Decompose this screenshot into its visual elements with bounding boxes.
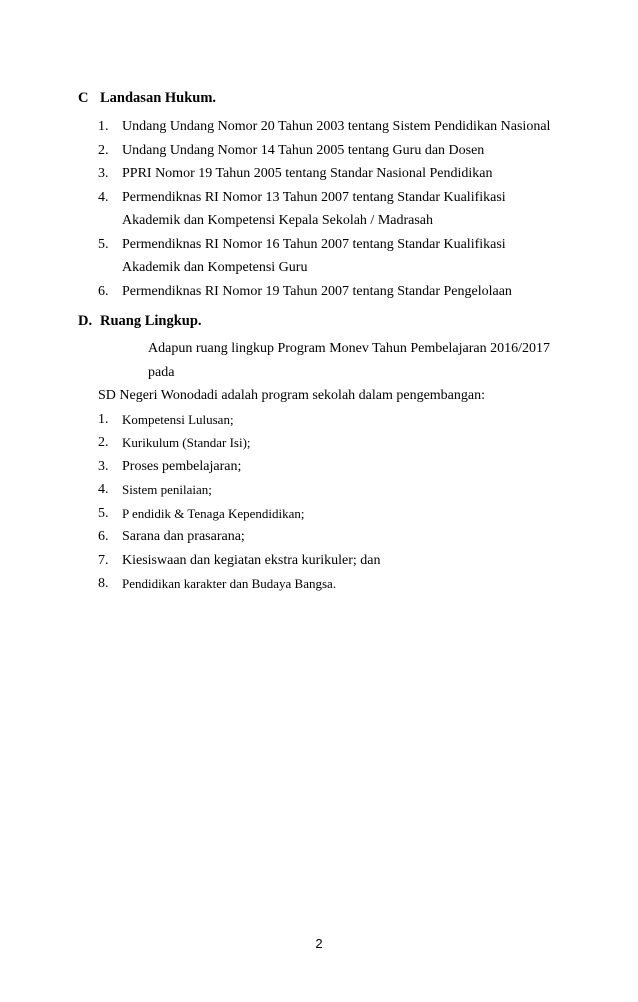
list-item-text: Undang Undang Nomor 20 Tahun 2003 tentang Sistem Pendidikan Nasional — [122, 119, 551, 134]
list-item-text: Undang Undang Nomor 14 Tahun 2005 tentang Guru dan Dosen — [122, 142, 485, 158]
list-item-number: 1. — [98, 411, 109, 427]
list-item — [78, 572, 578, 596]
list-item — [78, 549, 578, 573]
list-item-number: 5. — [98, 236, 109, 252]
list-item — [78, 139, 578, 163]
section-letter: D. — [78, 313, 93, 329]
scope-list — [78, 408, 578, 596]
list-item-text: Sistem penilaian; — [122, 482, 212, 497]
list-item — [78, 502, 578, 526]
section-title: Landasan Hukum. — [100, 90, 217, 106]
list-item-text: Proses pembelajaran; — [122, 458, 242, 474]
list-item — [78, 408, 578, 432]
list-item — [78, 280, 578, 304]
list-item-number: 3. — [98, 166, 109, 181]
scope-paragraph — [98, 337, 558, 408]
list-item-text: Kurikulum (Standar Isi); — [122, 435, 251, 450]
paragraph-line: SD Negeri Wonodadi adalah program sekolah dalam pengembangan: — [98, 388, 485, 403]
list-item — [78, 186, 578, 233]
paragraph-line: Adapun ruang lingkup Program Monev Tahun Pembelajaran 2016/2017 pada — [148, 341, 550, 380]
list-item-number: 2. — [98, 435, 109, 450]
list-item-text: PPRI Nomor 19 Tahun 2005 tentang Standar Nasional Pendidikan — [122, 166, 493, 181]
section-heading — [78, 313, 578, 335]
section-ruang-lingkup — [78, 313, 578, 596]
list-item-number: 1. — [98, 119, 109, 134]
list-item-number: 4. — [98, 482, 109, 497]
list-item-number: 7. — [98, 552, 109, 568]
page-number: 2 — [315, 936, 323, 951]
list-item — [78, 455, 578, 479]
list-item — [78, 478, 578, 502]
list-item-text: P endidik & Tenaga Kependidikan; — [122, 505, 305, 521]
list-item-number: 8. — [98, 576, 109, 591]
list-item — [78, 525, 578, 549]
list-item-text: Sarana dan prasarana; — [122, 529, 245, 544]
list-item-number: 6. — [98, 283, 109, 299]
list-item — [78, 233, 578, 280]
section-title: Ruang Lingkup. — [100, 313, 202, 329]
list-item-number: 2. — [98, 142, 109, 158]
list-item-number: 6. — [98, 529, 109, 544]
section-landasan-hukum — [78, 90, 578, 303]
list-item-text: Permendiknas RI Nomor 13 Tahun 2007 tentang Standar Kualifikasi Akademik dan Kompetensi Kepala Sekolah / Madrasah — [122, 189, 506, 228]
list-item-text: Kiesiswaan dan kegiatan ekstra kurikuler; dan — [122, 552, 381, 568]
list-item-number: 3. — [98, 458, 109, 474]
list-item-number: 5. — [98, 505, 109, 521]
list-item-number: 4. — [98, 189, 109, 205]
list-item — [78, 431, 578, 455]
list-item — [78, 115, 578, 139]
section-letter: C — [78, 90, 89, 106]
list-item — [78, 162, 578, 186]
section-heading — [78, 90, 578, 112]
list-item-text: Kompetensi Lulusan; — [122, 411, 234, 427]
legal-basis-list — [78, 115, 578, 303]
list-item-text: Pendidikan karakter dan Budaya Bangsa. — [122, 576, 337, 591]
list-item-text: Permendiknas RI Nomor 19 Tahun 2007 tentang Standar Pengelolaan — [122, 283, 512, 299]
list-item-text: Permendiknas RI Nomor 16 Tahun 2007 tentang Standar Kualifikasi Akademik dan Kompetensi Guru — [122, 236, 506, 275]
